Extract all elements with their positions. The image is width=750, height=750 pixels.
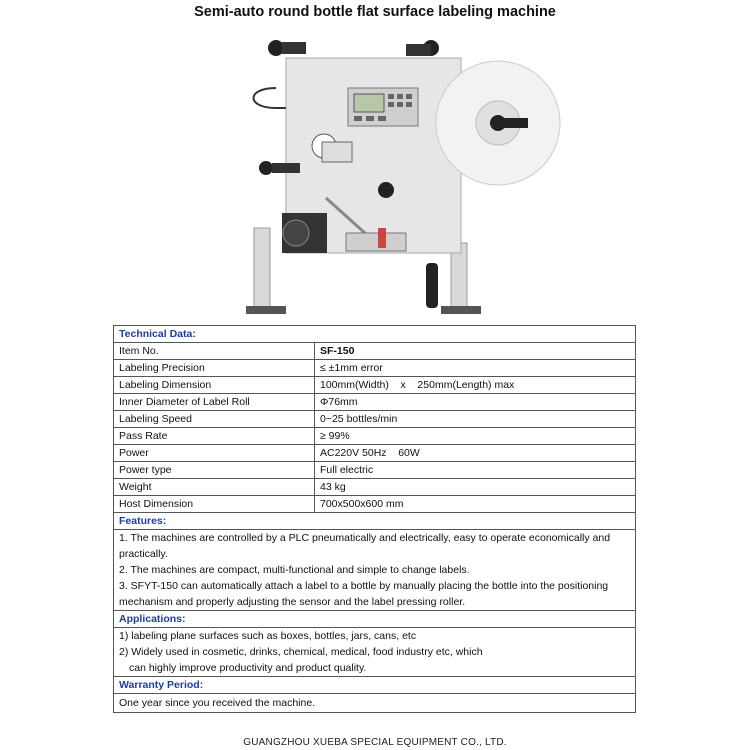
stand-foot-right (441, 306, 481, 314)
feature-line: 1. The machines are controlled by a PLC pneumatically and electrically, easy to operate economically and (119, 532, 611, 544)
feature-line: 2. The machines are compact, multi-functional and simple to change labels. (119, 564, 470, 576)
table-row (114, 394, 636, 411)
peel-plate (346, 233, 406, 251)
table-row (114, 377, 636, 394)
page-title: Semi-auto round bottle flat surface labeling machine (194, 4, 556, 20)
spec-label: Power type (114, 462, 315, 479)
applications-heading-row (114, 611, 636, 628)
application-line: can highly improve productivity and product quality. (129, 662, 367, 674)
table-row (114, 496, 636, 513)
roller-center (378, 182, 394, 198)
feature-line: 3. SFYT-150 can automatically attach a label to a bottle by manually placing the bottle into the positioning (119, 580, 609, 592)
spec-label: Labeling Speed (114, 411, 315, 428)
spec-value: AC220V 50Hz 60W (315, 445, 636, 462)
spec-value: ≤ ±1mm error (315, 360, 636, 377)
application-line: 2) Widely used in cosmetic, drinks, chemical, medical, food industry etc, which (119, 646, 483, 658)
table-row (114, 360, 636, 377)
stand-leg-left (254, 228, 270, 313)
features-row (114, 530, 636, 611)
feature-line: practically. (119, 548, 168, 560)
spec-label: Weight (114, 479, 315, 496)
features-heading: Features: (114, 513, 636, 530)
spec-value: Full electric (315, 462, 636, 479)
table-row (114, 445, 636, 462)
spec-label: Pass Rate (114, 428, 315, 445)
spec-value: 100mm(Width) x 250mm(Length) max (315, 377, 636, 394)
warranty-heading: Warranty Period: (114, 677, 636, 694)
table-row (114, 411, 636, 428)
features-heading-row (114, 513, 636, 530)
spec-label: Host Dimension (114, 496, 315, 513)
technical-heading: Technical Data: (114, 326, 636, 343)
spec-value: 700x500x600 mm (315, 496, 636, 513)
spec-value: SF-150 (315, 343, 636, 360)
machine-illustration (236, 28, 566, 320)
spec-label: Labeling Precision (114, 360, 315, 377)
company-footer: GUANGZHOU XUEBA SPECIAL EQUIPMENT CO., LTD. (243, 737, 507, 748)
table-row (114, 479, 636, 496)
feature-line: mechanism and properly adjusting the sensor and the label pressing roller. (119, 596, 466, 608)
control-screen (354, 94, 384, 112)
spec-value: Φ76mm (315, 394, 636, 411)
applications-heading: Applications: (114, 611, 636, 628)
table-row (114, 428, 636, 445)
spec-label: Labeling Dimension (114, 377, 315, 394)
spec-value: 0~25 bottles/min (315, 411, 636, 428)
table-row (114, 343, 636, 360)
table-row (114, 462, 636, 479)
warranty-text: One year since you received the machine. (114, 694, 636, 713)
sensor-cable (254, 88, 287, 108)
spec-label: Item No. (114, 343, 315, 360)
spec-label: Power (114, 445, 315, 462)
roller-top-left (268, 40, 284, 56)
warranty-heading-row (114, 677, 636, 694)
spec-table (113, 325, 636, 713)
application-line: 1) labeling plane surfaces such as boxes, bottles, jars, cans, etc (119, 630, 417, 642)
stand-handle (426, 263, 438, 308)
technical-heading-row (114, 326, 636, 343)
features-body (114, 530, 636, 611)
stand-foot-left (246, 306, 286, 314)
roller-mid-left (259, 161, 273, 175)
spec-value: ≥ 99% (315, 428, 636, 445)
sensor (378, 228, 386, 248)
spec-value: 43 kg (315, 479, 636, 496)
spec-label: Inner Diameter of Label Roll (114, 394, 315, 411)
applications-body (114, 628, 636, 677)
applications-row (114, 628, 636, 677)
warranty-row (114, 694, 636, 713)
